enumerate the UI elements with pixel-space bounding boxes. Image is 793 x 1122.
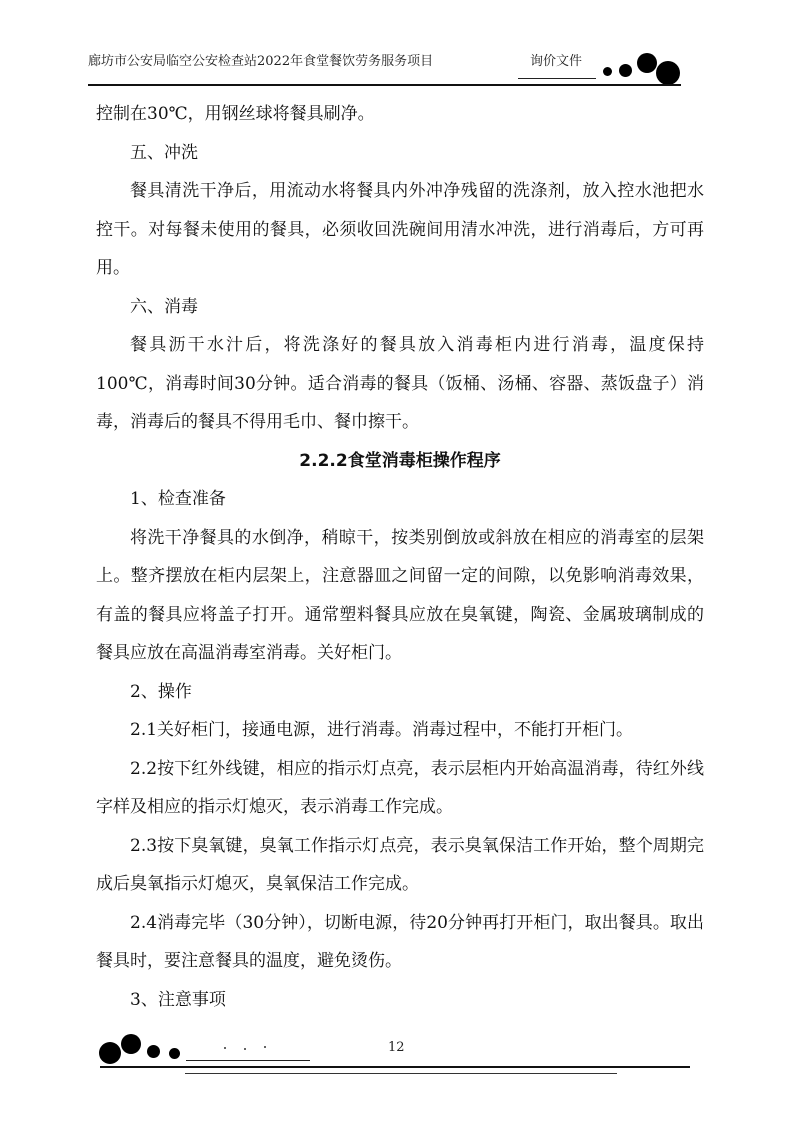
- header-doc-type-underline: [518, 78, 596, 79]
- footer-decor-dot-2: [121, 1034, 141, 1054]
- footer-decor-dot-3: [147, 1045, 160, 1058]
- paragraph-step-2-1: 2.1关好柜门，接通电源，进行消毒。消毒过程中，不能打开柜门。: [130, 720, 634, 740]
- heading-disinfect: 六、消毒: [130, 296, 198, 317]
- header-rule: [88, 84, 681, 86]
- footer-decor-dot-1: [99, 1042, 121, 1064]
- header-decor-dot-1: [603, 67, 612, 76]
- header-project-title: 廊坊市公安局临空公安检查站2022年食堂餐饮劳务服务项目: [88, 54, 434, 69]
- footer-decor-dot-4: [169, 1048, 180, 1059]
- paragraph-step-2-2: 2.2按下红外线键，相应的指示灯点亮，表示层柜内开始高温消毒，待红外线字样及相应的指示灯熄灭，表示消毒工作完成。: [96, 758, 704, 817]
- header-decor-dot-3: [637, 53, 657, 73]
- paragraph-rinse: 餐具清洗干净后，用流动水将餐具内外冲净残留的洗涤剂，放入控水池把水控干。对每餐未使用的餐具，必须收回洗碗间用清水冲洗，进行消毒后，方可再用。: [96, 181, 704, 278]
- page-number: 12: [388, 1040, 405, 1055]
- section-title-cabinet-procedure: 2.2.2食堂消毒柜操作程序: [299, 450, 501, 471]
- heading-operation: 2、操作: [130, 681, 192, 702]
- heading-rinse: 五、冲洗: [130, 142, 198, 163]
- footer-rule-thin: [185, 1073, 617, 1074]
- paragraph-check-prepare: 将洗干净餐具的水倒净，稍晾干，按类别倒放或斜放在相应的消毒室的层架上。整齐摆放在柜内层架上，注意器皿之间留一定的间隙，以免影响消毒效果，有盖的餐具应将盖子打开。通常塑料餐具应放在臭氧键，陶瓷、金属玻璃制成的餐具应放在高温消毒室消毒。关好柜门。: [96, 527, 704, 663]
- heading-check-prepare: 1、检查准备: [130, 489, 226, 509]
- paragraph-step-2-3: 2.3按下臭氧键，臭氧工作指示灯点亮，表示臭氧保洁工作开始，整个周期完成后臭氧指示灯熄灭，臭氧保洁工作完成。: [96, 835, 704, 894]
- header-doc-type: 询价文件: [530, 54, 583, 69]
- footer-rule-main: [100, 1066, 690, 1068]
- header-decor-dot-4: [656, 61, 680, 85]
- footer-decor-specks: [224, 1046, 274, 1050]
- paragraph-disinfect: 餐具沥干水汁后，将洗涤好的餐具放入消毒柜内进行消毒，温度保持100℃，消毒时间30分钟。适合消毒的餐具（饭桶、汤桶、容器、蒸饭盘子）消毒，消毒后的餐具不得用毛巾、餐巾擦干。: [96, 335, 704, 432]
- footer-rule-short: [186, 1060, 310, 1061]
- paragraph-continuation: 控制在30℃，用钢丝球将餐具刷净。: [96, 104, 375, 124]
- paragraph-step-2-4: 2.4消毒完毕（30分钟），切断电源，待20分钟再打开柜门，取出餐具。取出餐具时，要注意餐具的温度，避免烫伤。: [96, 912, 704, 971]
- header-decor-dot-2: [619, 64, 632, 77]
- document-body: [96, 95, 704, 1019]
- heading-notes: 3、注意事项: [130, 989, 226, 1010]
